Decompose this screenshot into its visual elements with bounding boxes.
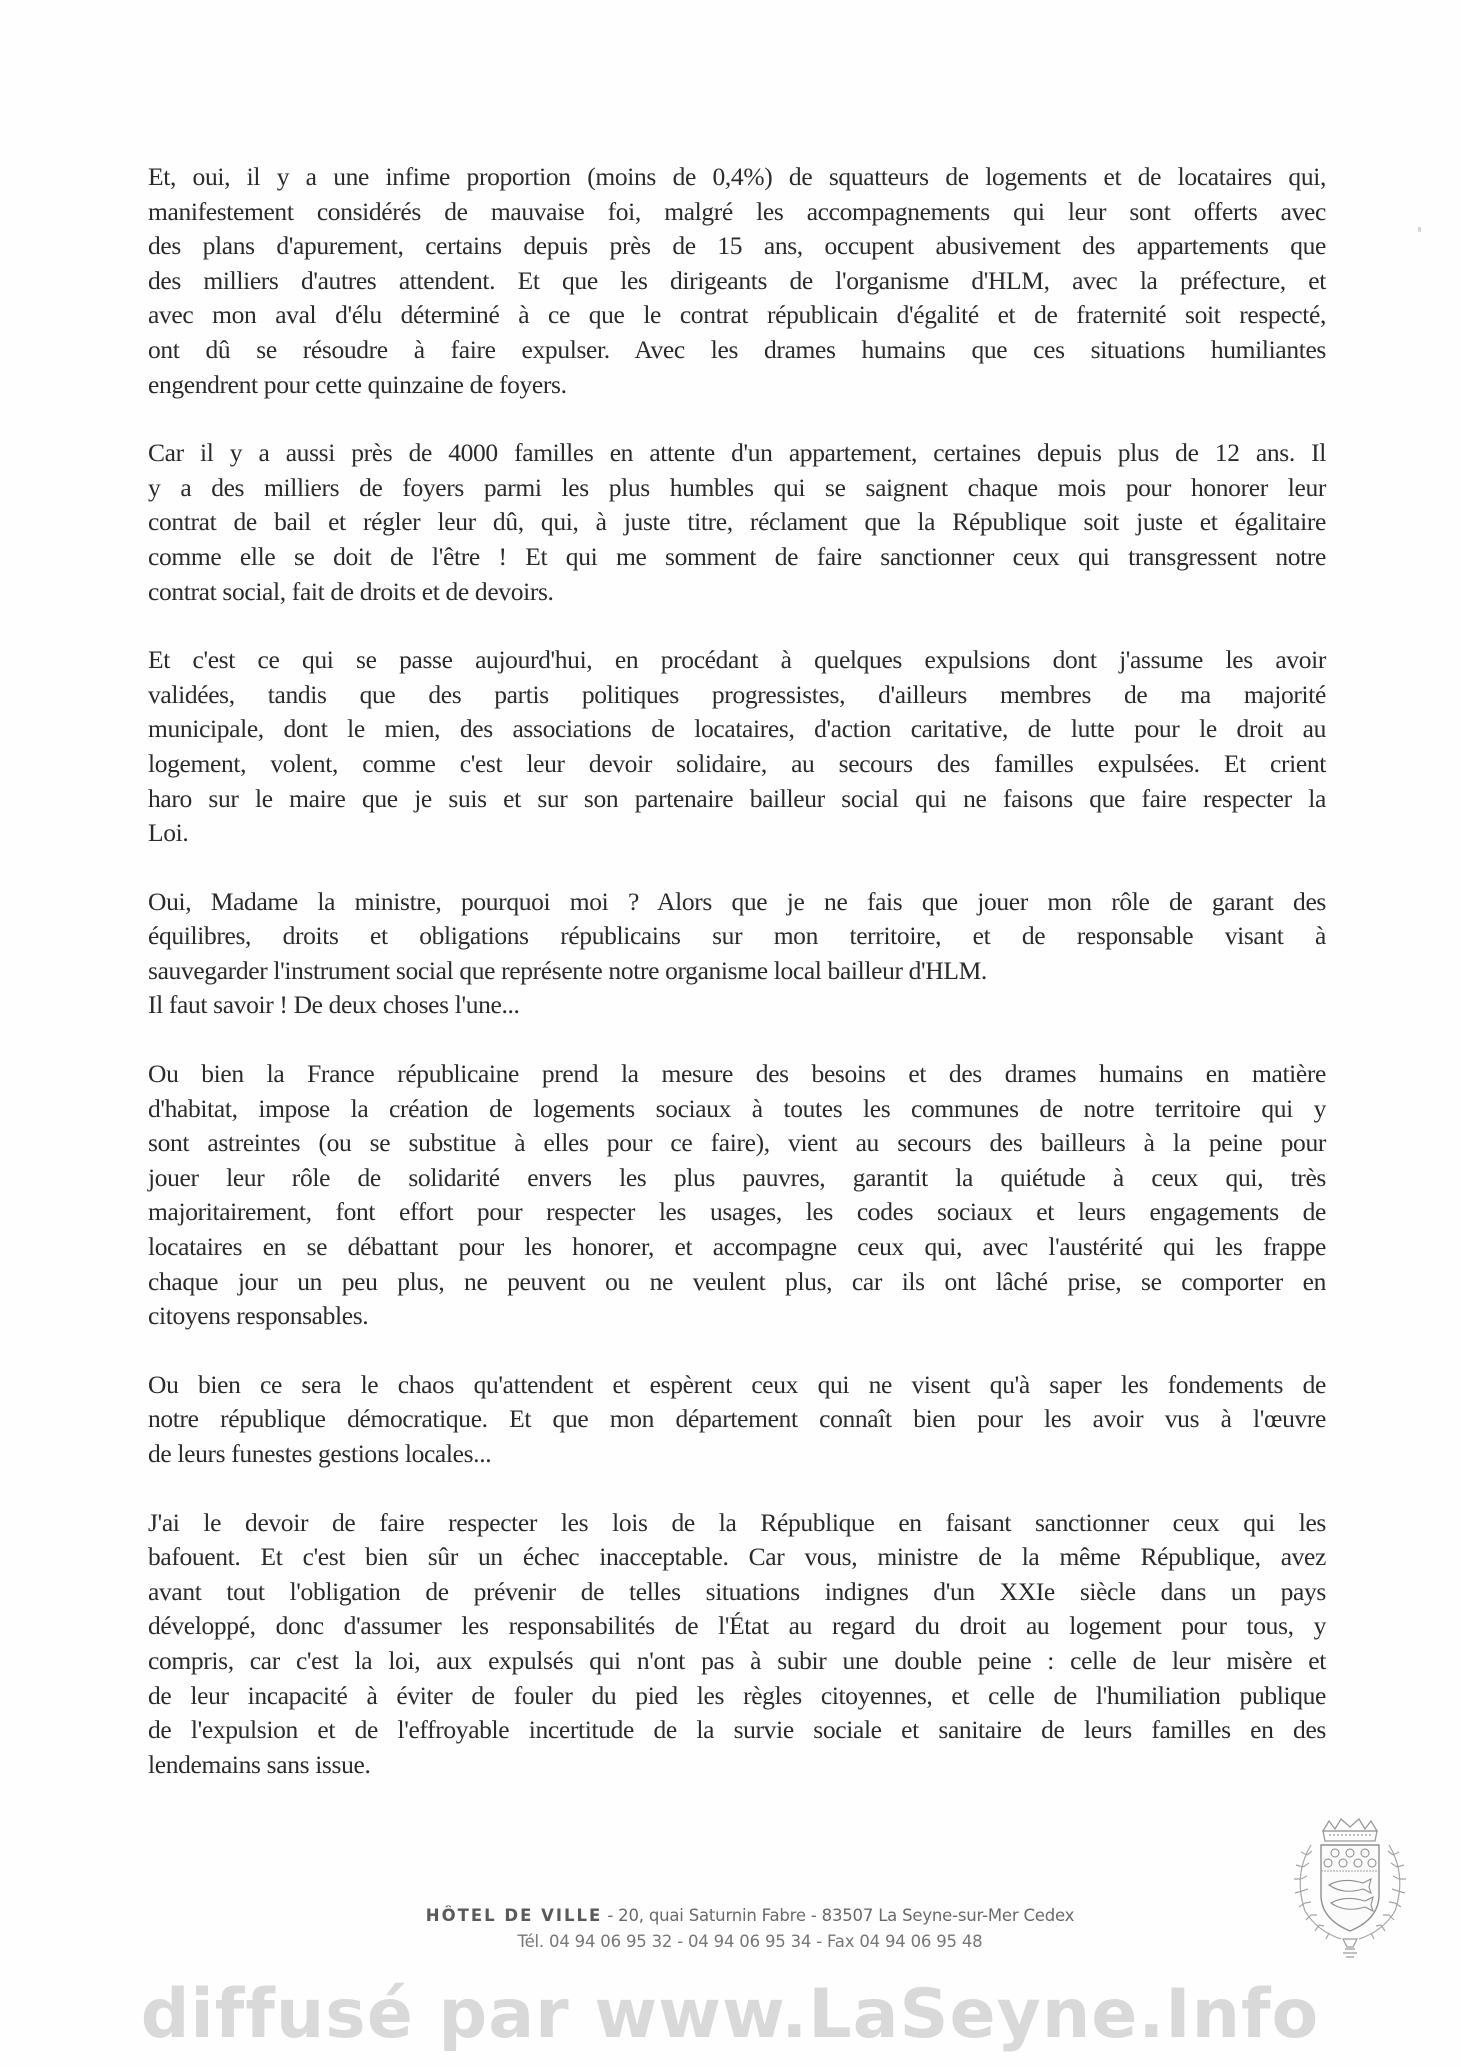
paragraph-duty: [148, 1506, 1326, 1783]
text-line: engendrent pour cette quinzaine de foyers.: [148, 369, 567, 399]
text-line: Car il y a aussi près de 4000 familles en attente d'un appartement, certaines depuis plus de 12 ans. Il: [148, 438, 1326, 468]
text-line: manifestement considérés de mauvaise foi, malgré les accompagnements qui leur sont offerts avec: [148, 196, 1326, 226]
letter-body: [148, 160, 1326, 1816]
footer-address: [360, 1903, 1140, 1929]
text-line: J'ai le devoir de faire respecter les lois de la République en faisant sanctionner ceux qui les: [148, 1507, 1326, 1537]
text-line: sauvegarder l'instrument social que représente notre organisme local bailleur d'HLM.: [148, 955, 987, 985]
text-line: de leurs funestes gestions locales...: [148, 1439, 492, 1468]
text-line: avant tout l'obligation de prévenir de telles situations indignes d'un XXIe siècle dans un pays: [148, 1576, 1326, 1606]
text-line: lendemains sans issue.: [148, 1749, 371, 1779]
text-line: avec mon aval d'élu déterminé à ce que le contrat républicain d'égalité et de fraternité soit respecté,: [148, 300, 1326, 330]
text-line: contrat social, fait de droits et de devoirs.: [148, 576, 554, 606]
text-line: jouer leur rôle de solidarité envers les plus pauvres, garantit la quiétude à ceux qui, très: [148, 1162, 1326, 1192]
paragraph-expulsions-today: [148, 643, 1326, 851]
text-line: ont dû se résoudre à faire expulser. Avec les drames humains que ces situations humiliantes: [148, 334, 1326, 364]
paragraph-waiting-families: [148, 436, 1326, 609]
paragraph-option-two: [148, 1368, 1326, 1472]
text-line: notre république démocratique. Et que mon département connaît bien pour les avoir vus à l'œuvre: [148, 1404, 1326, 1434]
text-line: contrat de bail et régler leur dû, qui, à juste titre, réclament que la République soit juste et égalitaire: [148, 507, 1326, 537]
text-line: locataires en se débattant pour les honorer, et accompagne ceux qui, avec l'austérité qui les frappe: [148, 1232, 1326, 1262]
text-line: des milliers d'autres attendent. Et que les dirigeants de l'organisme d'HLM, avec la préfecture, et: [148, 265, 1326, 295]
footer-street-address: - 20, quai Saturnin Fabre - 83507 La Seyne-sur-Mer Cedex: [602, 1906, 1075, 1925]
text-line: d'habitat, impose la création de logements sociaux à toutes les communes de notre territoire qui y: [148, 1093, 1326, 1123]
text-line: municipale, dont le mien, des associations de locataires, d'action caritative, de lutte pour le droit au: [148, 714, 1326, 744]
text-line: majoritairement, font effort pour respecter les usages, les codes sociaux et leurs engagements de: [148, 1197, 1326, 1227]
text-line: équilibres, droits et obligations républicains sur mon territoire, et de responsable visant à: [148, 921, 1326, 951]
text-line: logement, volent, comme c'est leur devoir solidaire, au secours des familles expulsées. Et crient: [148, 748, 1326, 778]
paragraph-squatters: [148, 160, 1326, 402]
text-line: y a des milliers de foyers parmi les plus humbles qui se saignent chaque mois pour honorer leur: [148, 472, 1326, 502]
coat-of-arms-icon: [1283, 1815, 1417, 1965]
text-line: Oui, Madame la ministre, pourquoi moi ? Alors que je ne fais que jouer mon rôle de garant des: [148, 886, 1326, 916]
text-line: Ou bien la France républicaine prend la mesure des besoins et des drames humains en matière: [148, 1059, 1326, 1089]
text-line: de leur incapacité à éviter de fouler du pied les règles citoyennes, et celle de l'humiliation publique: [148, 1680, 1326, 1710]
text-line: bafouent. Et c'est bien sûr un échec inacceptable. Car vous, ministre de la même République, avez: [148, 1542, 1326, 1572]
text-line: Loi.: [148, 818, 189, 848]
text-line: comme elle se doit de l'être ! Et qui me somment de faire sanctionner ceux qui transgressent notre: [148, 541, 1326, 571]
text-line: des plans d'apurement, certains depuis près de 15 ans, occupent abusivement des appartements que: [148, 231, 1326, 261]
text-line: Et, oui, il y a une infime proportion (moins de 0,4%) de squatteurs de logements et de locataires qui,: [148, 162, 1326, 191]
watermark: diffusé par www.LaSeyne.Info: [140, 1975, 1320, 2054]
text-line: Il faut savoir ! De deux choses l'une...: [148, 990, 520, 1020]
text-line: Et c'est ce qui se passe aujourd'hui, en procédant à quelques expulsions dont j'assume les avoir: [148, 645, 1326, 675]
text-line: de l'expulsion et de l'effroyable incertitude de la survie sociale et sanitaire de leurs familles en des: [148, 1715, 1326, 1745]
paragraph-why-me: [148, 885, 1326, 1023]
text-line: sont astreintes (ou se substitue à elles pour ce faire), vient au secours des bailleurs à la peine pour: [148, 1128, 1326, 1158]
text-line: développé, donc d'assumer les responsabilités de l'État au regard du droit au logement pour tous, y: [148, 1611, 1326, 1641]
text-line: compris, car c'est la loi, aux expulsés qui n'ont pas à subir une double peine : celle de leur misère et: [148, 1645, 1326, 1675]
text-line: haro sur le maire que je suis et sur son partenaire bailleur social qui ne faisons que faire respecter la: [148, 783, 1326, 813]
footer-hotel-de-ville: HÔTEL DE VILLE: [425, 1906, 603, 1925]
text-line: chaque jour un peu plus, ne peuvent ou ne veulent plus, car ils ont lâché prise, se comporter en: [148, 1266, 1326, 1296]
footer-phone-numbers: Tél. 04 94 06 95 32 - 04 94 06 95 34 - Fax 04 94 06 95 48: [517, 1932, 983, 1951]
text-line: Ou bien ce sera le chaos qu'attendent et espèrent ceux qui ne visent qu'à saper les fondements de: [148, 1369, 1326, 1399]
scan-artifact: [1418, 227, 1421, 232]
text-line: validées, tandis que des partis politiques progressistes, d'ailleurs membres de ma majorité: [148, 679, 1326, 709]
paragraph-option-one: [148, 1057, 1326, 1334]
text-line: citoyens responsables.: [148, 1301, 369, 1331]
